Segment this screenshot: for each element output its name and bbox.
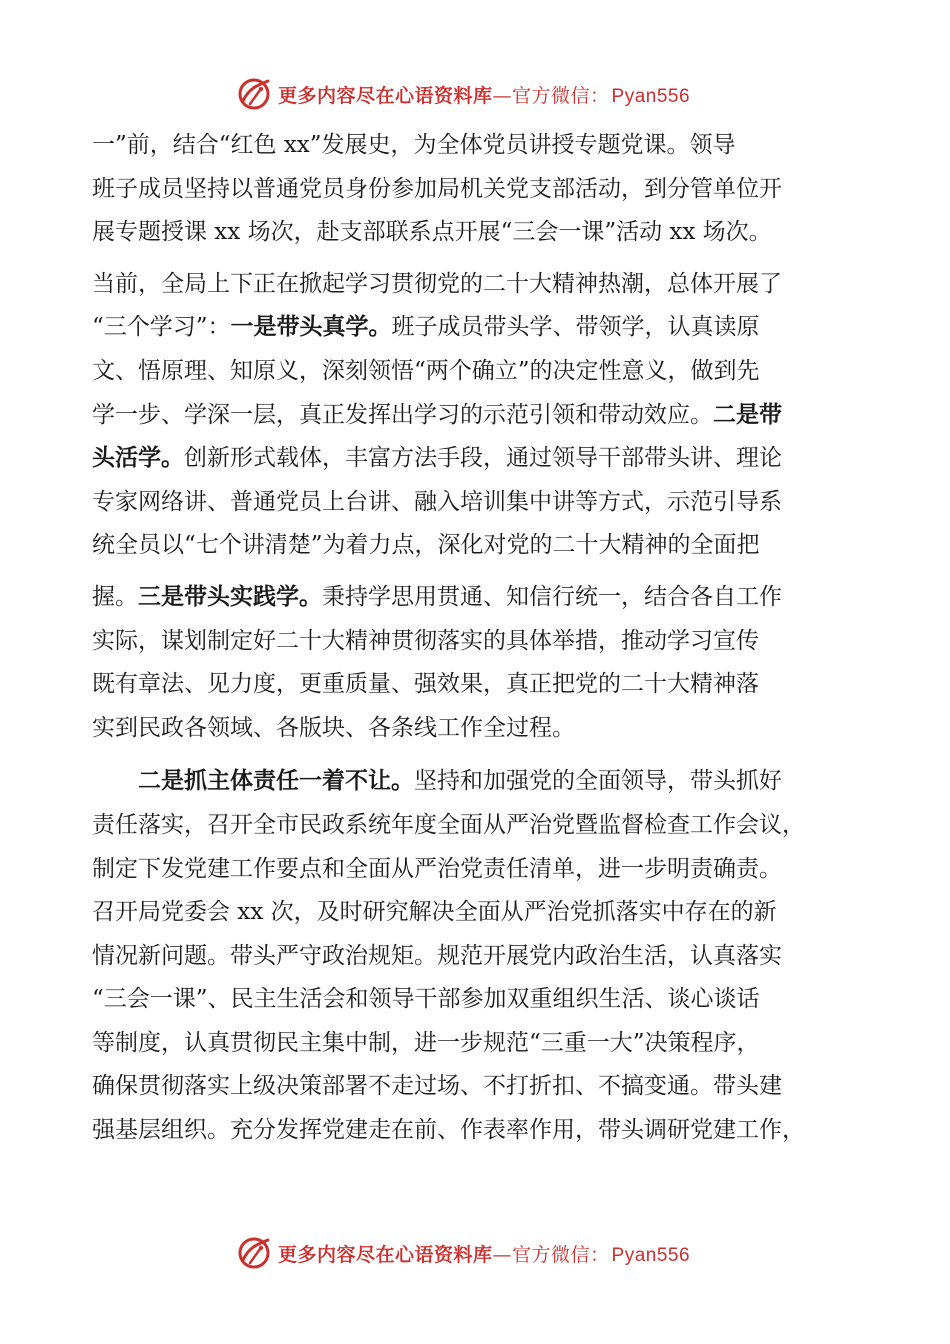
- text-line: [92, 168, 872, 212]
- text-line: [92, 804, 872, 848]
- text-segment: 班子成员坚持以普通党员身份参加局机关党支部活动，到分管单位开: [92, 175, 782, 202]
- text-segment: 情况新问题。带头严守政治规矩。规范开展党内政治生活，认真落实: [92, 942, 782, 969]
- text-segment: 制定下发党建工作要点和全面从严治党责任清单，进一步明责确责。: [92, 855, 782, 882]
- text-segment: 当前，全局上下正在掀起学习贯彻党的二十大精神热潮，总体开展了: [92, 270, 782, 297]
- bold-heading-segment: 三是带头实践学。: [138, 583, 322, 610]
- text-segment: 创新形式载体，丰富方法手段，通过领导干部带头讲、理论: [184, 445, 782, 472]
- text-line: [92, 1109, 872, 1153]
- brand-logo-icon: [236, 1235, 272, 1271]
- text-line: [92, 211, 872, 255]
- text-segment: 实到民政各领域、各版块、各条线工作全过程。: [92, 714, 575, 741]
- brand-logo-icon: [236, 76, 272, 112]
- text-segment: 秉持学思用贯通、知信行统一，结合各自工作: [322, 583, 782, 610]
- text-line: [92, 263, 872, 307]
- watermark-dash: —: [492, 1243, 513, 1266]
- text-line: [92, 524, 872, 568]
- text-segment: 实际，谋划制定好二十大精神贯彻落实的具体举措，推动学习宣传: [92, 627, 759, 654]
- text-line: [92, 620, 872, 664]
- watermark-account: Pyan556: [611, 1244, 691, 1266]
- watermark-label: 官方微信：: [512, 84, 610, 107]
- text-line: [92, 760, 872, 804]
- text-segment: 强基层组织。充分发挥党建走在前、作表率作用，带头调研党建工作，: [92, 1117, 805, 1144]
- text-line: [92, 350, 872, 394]
- watermark-brand: 更多内容尽在心语资料库: [278, 84, 493, 107]
- text-segment: 展专题授课 xx 场次，赴支部联系点开展“三会一课”活动 xx 场次。: [92, 219, 772, 246]
- text-segment: 召开局党委会 xx 次，及时研究解决全面从严治党抓落实中存在的新: [92, 899, 777, 926]
- text-line: [92, 576, 872, 620]
- text-segment: 一”前，结合“红色 xx”发展史，为全体党员讲授专题党课。领导: [92, 132, 736, 158]
- text-line: [92, 481, 872, 525]
- watermark-text: [278, 81, 690, 108]
- body-text: [92, 124, 872, 1153]
- text-line: [92, 978, 872, 1022]
- text-line: [92, 1022, 872, 1066]
- text-segment: “三会一课”、民主生活会和领导干部参加双重组织生活、谈心谈话: [92, 986, 760, 1013]
- text-segment: 责任落实，召开全市民政系统年度全面从严治党暨监督检查工作会议，: [92, 811, 805, 838]
- footer-watermark: [236, 1231, 756, 1275]
- text-line: [92, 707, 872, 751]
- text-line: [92, 848, 872, 892]
- watermark-account: Pyan556: [611, 85, 691, 107]
- text-segment: 班子成员带头学、带领学，认真读原: [391, 314, 760, 341]
- text-segment: 确保贯彻落实上级决策部署不走过场、不打折扣、不搞变通。带头建: [92, 1073, 782, 1100]
- text-segment: 专家网络讲、普通党员上台讲、融入培训集中讲等方式，示范引导系: [92, 488, 782, 515]
- text-segment: 握。: [92, 583, 138, 610]
- text-segment: 坚持和加强党的全面领导，带头抓好: [414, 768, 782, 795]
- text-line: [92, 663, 872, 707]
- text-line: [92, 1065, 872, 1109]
- watermark-brand: 更多内容尽在心语资料库: [278, 1243, 493, 1266]
- text-segment: 既有章法、见力度，更重质量、强效果，真正把党的二十大精神落: [92, 671, 759, 698]
- text-segment: 文、悟原理、知原义，深刻领悟“两个确立”的决定性意义，做到先: [92, 357, 760, 384]
- watermark-text: [278, 1240, 690, 1267]
- bold-heading-segment: 一是带头真学。: [230, 314, 392, 341]
- text-line: [92, 891, 872, 935]
- text-line: [92, 437, 872, 481]
- bold-heading-segment: 头活学。: [92, 445, 184, 472]
- header-watermark: [236, 72, 756, 116]
- text-segment: 学一步、学深一层，真正发挥出学习的示范引领和带动效应。: [92, 401, 713, 428]
- text-segment: “三个学习”：: [92, 314, 231, 341]
- bold-heading-segment: 二是带: [713, 401, 782, 428]
- text-line: [92, 935, 872, 979]
- text-segment: 统全员以“七个讲清楚”为着力点，深化对党的二十大精神的全面把: [92, 532, 760, 559]
- text-segment: 等制度，认真贯彻民主集中制，进一步规范“三重一大”决策程序，: [92, 1029, 760, 1056]
- bold-heading-segment: 二是抓主体责任一着不让。: [138, 768, 414, 795]
- watermark-dash: —: [492, 84, 513, 107]
- text-line: [92, 306, 872, 350]
- watermark-label: 官方微信：: [512, 1243, 610, 1266]
- text-line: [92, 124, 872, 168]
- text-line: [92, 394, 872, 438]
